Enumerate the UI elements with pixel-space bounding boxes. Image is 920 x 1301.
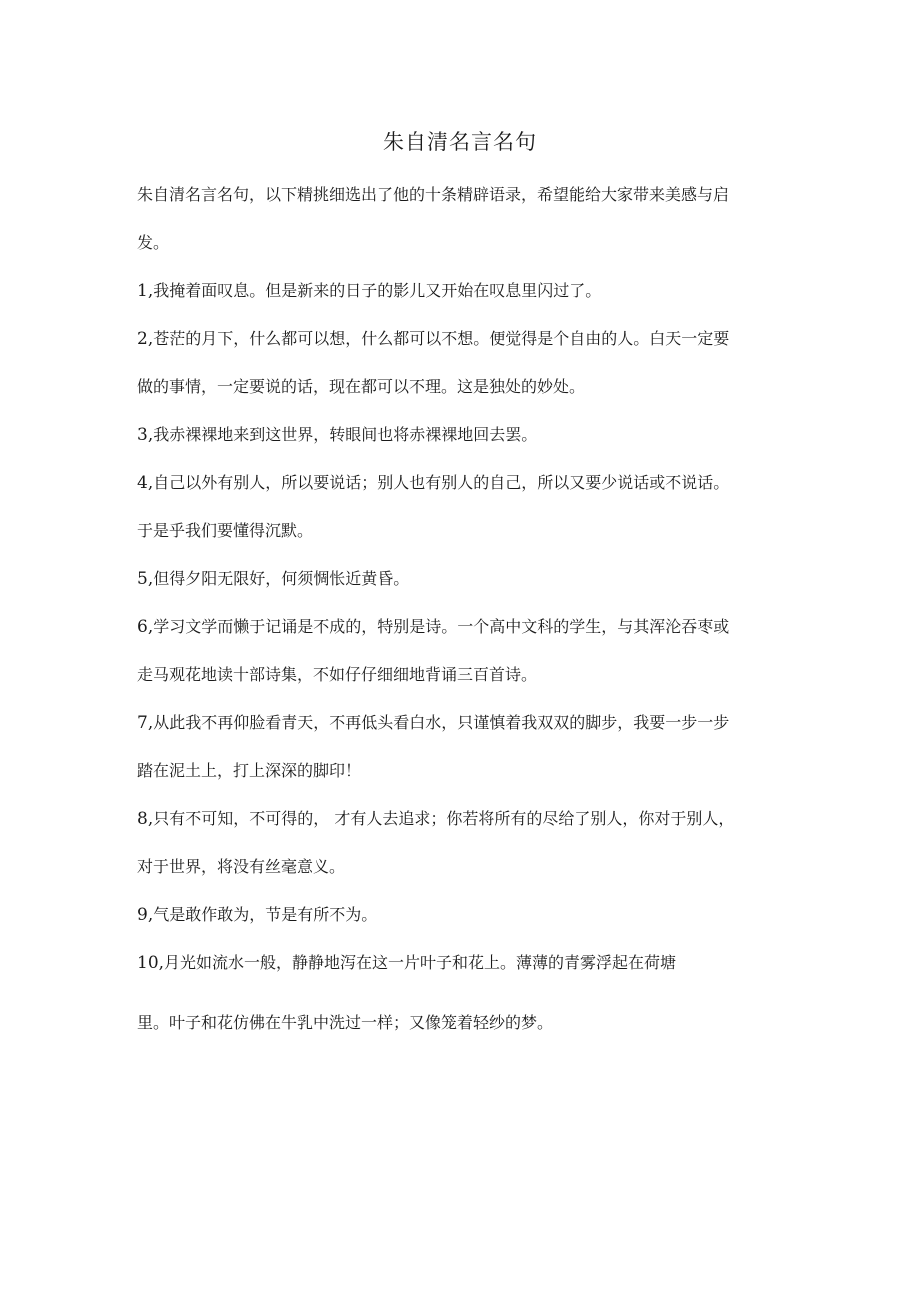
quote-number: 4,: [137, 473, 154, 493]
quote-number: 2,: [137, 329, 154, 349]
quote-text: 我赤裸裸地来到这世界，转眼间也将赤裸裸地回去罢。: [153, 425, 538, 444]
quote-number: 8,: [137, 809, 154, 829]
quote-line: [137, 951, 797, 975]
quote-number: 9,: [137, 905, 154, 925]
quote-line: 对于世界，将没有丝毫意义。: [137, 857, 346, 876]
quote-text: 学习文学而懒于记诵是不成的，特别是诗。一个高中文科的学生，与其浑沦吞枣或: [153, 617, 730, 636]
quote-line: [137, 471, 797, 495]
quote-line: [137, 711, 797, 735]
quote-number: 1,: [137, 281, 154, 301]
quote-line: [137, 615, 797, 639]
quote-text: 苍茫的月下，什么都可以想，什么都可以不想。便觉得是个自由的人。白天一定要: [153, 329, 730, 348]
quote-text: 我掩着面叹息。但是新来的日子的影儿又开始在叹息里闪过了。: [153, 281, 602, 300]
quote-number: 6,: [137, 617, 154, 637]
quote-line: [137, 903, 797, 927]
intro-line: 发。: [137, 233, 170, 252]
quote-line: 踏在泥土上，打上深深的脚印！: [137, 761, 362, 780]
quote-text: 自己以外有别人，所以要说话；别人也有别人的自己，所以又要少说话或不说话。: [153, 473, 730, 492]
document-title: 朱自清名言名句: [383, 130, 537, 154]
quote-text: 月光如流水一般，静静地泻在这一片叶子和花上。薄薄的青雾浮起在荷塘: [164, 953, 677, 972]
quote-text: 只有不可知，不可得的， 才有人去追求；你若将所有的尽给了别人，你对于别人，: [153, 809, 735, 828]
quote-line: 里。叶子和花仿佛在牛乳中洗过一样；又像笼着轻纱的梦。: [137, 1013, 554, 1032]
quote-number: 3,: [137, 425, 154, 445]
quote-line: 做的事情，一定要说的话，现在都可以不理。这是独处的妙处。: [137, 377, 586, 396]
quote-line: [137, 279, 797, 303]
intro-line: 朱自清名言名句，以下精挑细选出了他的十条精辟语录，希望能给大家带来美感与启: [137, 185, 730, 204]
quote-number: 5,: [137, 569, 154, 589]
quote-text: 气是敢作敢为，节是有所不为。: [153, 905, 378, 924]
quote-text: 从此我不再仰脸看青天，不再低头看白水，只谨慎着我双双的脚步，我要一步一步: [153, 713, 730, 732]
quote-line: [137, 423, 797, 447]
quote-text: 但得夕阳无限好，何须惆怅近黄昏。: [153, 569, 410, 588]
quote-line: [137, 327, 797, 351]
quote-number: 10,: [137, 953, 165, 973]
quote-number: 7,: [137, 713, 154, 733]
quote-line: [137, 807, 797, 831]
quote-line: [137, 567, 797, 591]
quote-line: 于是乎我们要懂得沉默。: [137, 521, 314, 540]
quote-line: 走马观花地读十部诗集，不如仔仔细细地背诵三百首诗。: [137, 665, 538, 684]
